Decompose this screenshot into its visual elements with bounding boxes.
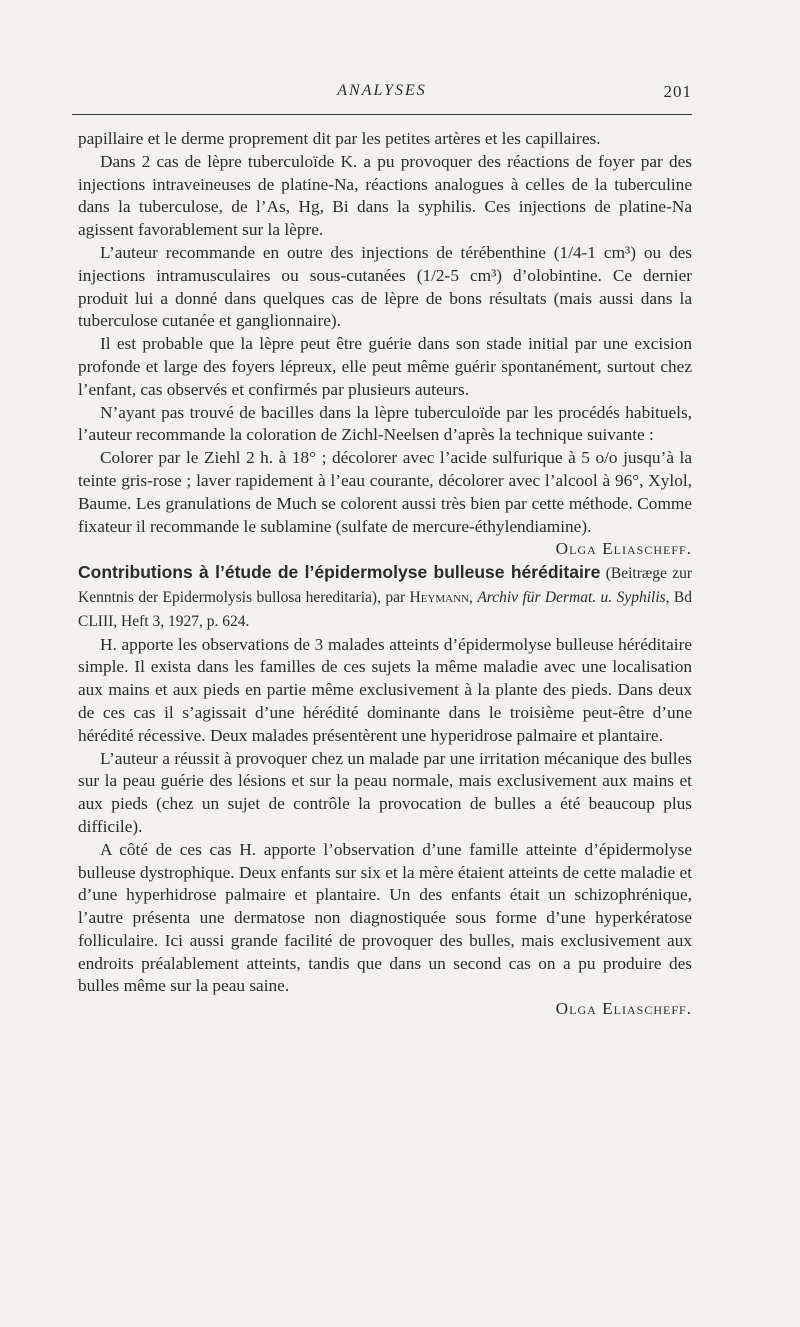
paragraph: Dans 2 cas de lèpre tuberculoïde K. a pu provoquer des réactions de foyer par des injections intraveineuses de platine-Na, réactions analogues à celles de la tuberculine dans la tuberculose, de l’As, Hg, Bi dans la syphilis. Ces injections de platine-Na agissent favorablement sur la lèpre.	[78, 151, 692, 240]
article-author: Heymann	[409, 588, 470, 606]
article-separator: ,	[469, 588, 478, 606]
running-title: ANALYSES	[337, 82, 427, 99]
article-title	[78, 561, 692, 633]
journal-name: Archiv für Dermat. u. Syphilis	[477, 588, 666, 606]
article-title-main: Contributions à l’étude de l’épidermolyse bulleuse héréditaire	[78, 562, 601, 583]
page-number: 201	[663, 82, 692, 101]
paragraph: H. apporte les observations de 3 malades atteints d’épidermolyse bulleuse héréditaire simple. Il exista dans les familles de ces sujets la même maladie avec une localisation aux mains et aux pieds en partie même exclusivement à la plante des pieds. Dans deux de ces cas il s’agissait d’une hérédité dominante dans le troisième peut-être d’une hérédité récessive. Deux malades présentèrent une hyperidrose palmaire et plantaire.	[78, 634, 692, 745]
paragraph: Il est probable que la lèpre peut être guérie dans son stade initial par une excision profonde et large des foyers lépreux, elle peut même guérir spontanément, surtout chez l’enfant, cas observés et confirmés par plusieurs auteurs.	[78, 334, 692, 399]
author-signature: Olga Eliascheff.	[555, 999, 692, 1019]
paragraph: A côté de ces cas H. apporte l’observation d’une famille atteinte d’épidermolyse bulleuse dystrophique. Deux enfants sur six et la mère étaient atteints de cette maladie et d’une hyperhidrose palmaire et plantaire. Un des enfants était un schizophrénique, l’autre présenta une dermatose non diagnostiquée sous forme d’une hyperkératose folliculaire. Ici aussi grande facilité de provoquer des bulles, mais exclusivement aux endroits préalablement atteints, tandis que dans un second cas on a pu produire des bulles même sur la peau saine.	[78, 839, 692, 996]
paragraph: L’auteur a réussit à provoquer chez un malade par une irritation mécanique des bulles sur la peau guérie des lésions et sur la peau normale, mais exclusivement aux mains et aux pieds (chez un sujet de contrôle la provocation de bulles a été beaucoup plus difficile).	[78, 748, 692, 836]
article-reference-tail: , Bd CLIII, Heft 3, 1927, p. 624.	[78, 588, 693, 630]
author-signature: Olga Eliascheff.	[555, 539, 692, 559]
page-header	[72, 82, 692, 108]
paragraph: Colorer par le Ziehl 2 h. à 18° ; décolorer avec l’acide sulfurique à 5 o/o jusqu’à la teinte gris-rose ; laver rapidement à l’eau courante, décolorer avec l’alcool à 96°, Xylol, Baume. Les granulations de Much se colorent aussi très bien par cette méthode. Comme fixateur il recommande le sublamine (sulfate de mercure-éthylendiamine).	[78, 448, 692, 536]
paragraph: N’ayant pas trouvé de bacilles dans la lèpre tuberculoïde par les procédés habituels, l’auteur recommande la coloration de Zichl-Neelsen d’après la technique suivante :	[78, 402, 692, 445]
paragraph: papillaire et le derme proprement dit par les petites artères et les capillaires.	[78, 129, 601, 148]
article-reference: (Beitræge zur Kenntnis der Epidermolysis bullosa hereditaria), par	[78, 565, 692, 606]
header-rule	[72, 114, 692, 115]
body-text	[78, 128, 692, 1021]
paragraph: L’auteur recommande en outre des injections de térébenthine (1/4-1 cm³) ou des injections intramusculaires ou sous-cutanées (1/2-5 cm³) d’olobintine. Ce dernier produit lui a donné dans quelques cas de lèpre de bons résultats (mais aussi dans la tuberculose cutanée et ganglionnaire).	[78, 242, 692, 331]
